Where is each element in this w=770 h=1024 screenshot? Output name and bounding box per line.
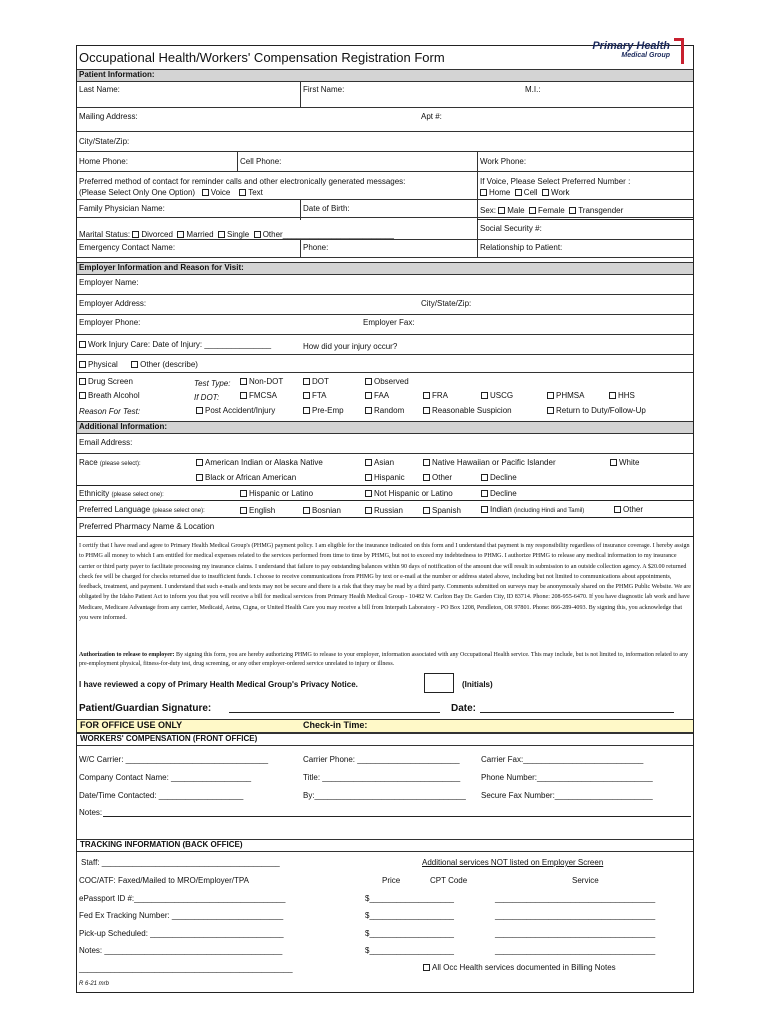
ethnicity-note: (please select one): (111, 492, 164, 498)
signature-line[interactable] (229, 712, 440, 713)
american-indian-label: American Indian or Alaska Native (205, 458, 323, 467)
date-label: Date: (451, 703, 477, 714)
hispanic-race-checkbox[interactable] (365, 474, 372, 481)
asian-option (365, 458, 394, 467)
employer-section-header: Employer Information and Reason for Visit: (77, 262, 693, 275)
decline-ethnicity-label: Decline (490, 489, 517, 498)
tracking-header: TRACKING INFORMATION (BACK OFFICE) (77, 839, 693, 852)
dob-label: Date of Birth: (303, 204, 350, 213)
hispanic-race-option (365, 473, 405, 482)
employer-phone-label: Employer Phone: (79, 318, 141, 327)
bosnian-checkbox[interactable] (303, 507, 310, 514)
hhs-label: HHS (618, 391, 635, 400)
initials-box[interactable] (424, 673, 454, 693)
voice-label: Voice (210, 188, 231, 197)
breath-alcohol-option (79, 391, 140, 400)
other-label: Other_________________________ (262, 230, 394, 239)
divider (300, 200, 301, 220)
email-row (77, 434, 693, 454)
divider (77, 500, 693, 501)
privacy-notice-label: I have reviewed a copy of Primary Health Medical Group's Privacy Notice. (79, 680, 358, 689)
transgender-label: Transgender (578, 206, 624, 215)
uscg-checkbox[interactable] (481, 392, 488, 399)
reasonable-suspicion-checkbox[interactable] (423, 407, 430, 414)
signature-label: Patient/Guardian Signature: (79, 703, 212, 714)
fta-option (303, 391, 327, 400)
price-line-1[interactable]: $___________________ (365, 894, 454, 903)
contact-method-options (79, 188, 263, 197)
work-injury-option (79, 340, 271, 349)
pickup-field[interactable]: Pick-up Scheduled: ______________________________ (79, 929, 284, 938)
divider (300, 82, 301, 108)
notes2-field[interactable]: Notes: ________________________________________ (79, 946, 283, 955)
employer-address-row (77, 295, 693, 315)
fra-label: FRA (432, 391, 448, 400)
language-note: (please select one): (152, 508, 205, 514)
pharmacy-label: Preferred Pharmacy Name & Location (79, 522, 215, 531)
service-header: Service (572, 876, 599, 885)
payment-policy-text: I certify that I have read and agree to Primary Health Medical Group's (PHMG) payment policy. I am eligible for the insurance indicated on this form and I understand that payment is my responsibility regardless of insurance coverage. I hereby assign to PHMG all money to which I am entitled for medical expenses related to the services performed from time to time by PHMG, but not to exceed my indebtedness to PHMG. I authorize PHMG to release any medical information to my insurance carrier or third party payer to facilitate processing my insurance claims. I understand that failure to pay outstanding balances within 90 days of notification of the amount due will result in submission to an outside collection agency. A $20.00 returned check fee will be charged for checks returned due to insufficient funds. I choose to receive communications from PHMG by text or e-mail at the number or address stated above, including but not limited to communications about appointments, feedback, treatment, and payment. I understand that such e-mails and texts may not be secure and there is a risk that they may be read by a third party. Comments submitted on surveys may be anonymously shared on the PHMG Public Website. We are obligated by the Idaho Patient Act to inform you that you will receive a bill for medical services from Primary Health Medical Group - 10482 W. Carlton Bay Dr. Garden City, ID 83714. Phone: 208-955-6470. If you have diagnostic lab work and have Medicare, Medicare Advantage from any carrier, Medicaid, Aetna, Cigna, or United Health Care you may receive a bill from Interpath Laboratory - PO Box 1208, Pendleton, OR 97801. Phone: 866-289-4093. By signing this, you acknowledge that you were informed. (79, 543, 692, 622)
race-label-group (79, 458, 141, 467)
other-race-label: Other (432, 473, 453, 482)
physical-checkbox[interactable] (79, 361, 86, 368)
company-contact-field[interactable]: Company Contact Name: __________________ (79, 773, 252, 782)
white-checkbox[interactable] (610, 459, 617, 466)
divider (300, 240, 301, 258)
notes-line[interactable] (103, 816, 691, 817)
employer-name-row (77, 275, 693, 295)
male-checkbox[interactable] (498, 207, 505, 214)
logo-subtext: Medical Group (621, 52, 670, 59)
pre-emp-option (303, 406, 344, 415)
last-name-label: Last Name: (79, 85, 120, 94)
asian-label: Asian (374, 458, 395, 467)
marital-status-label: Marital Status: (79, 230, 131, 239)
billing-notes-label: All Occ Health services documented in Billing Notes (432, 963, 616, 972)
non-dot-label: Non-DOT (249, 377, 284, 386)
phone-number-field[interactable]: Phone Number:__________________________ (481, 773, 653, 782)
work-phone-label: Work Phone: (480, 157, 527, 166)
native-hawaiian-label: Native Hawaiian or Pacific Islander (432, 458, 556, 467)
female-checkbox[interactable] (529, 207, 536, 214)
family-physician-label: Family Physician Name: (79, 204, 165, 213)
spanish-option (423, 506, 461, 515)
other-describe-label: Other (describe) (140, 360, 198, 369)
married-label: Married (186, 230, 214, 239)
decline-race-label: Decline (490, 473, 517, 482)
not-hispanic-checkbox[interactable] (365, 490, 372, 497)
divider (77, 517, 693, 518)
initials-label: (Initials) (462, 680, 493, 689)
pre-emp-label: Pre-Emp (312, 406, 344, 415)
employer-name-label: Employer Name: (79, 278, 139, 287)
additional-section-header: Additional Information: (77, 421, 693, 434)
bosnian-option (303, 506, 341, 515)
staff-field[interactable]: Staff: ________________________________________ (81, 858, 280, 867)
divorced-label: Divorced (141, 230, 173, 239)
cell-checkbox[interactable] (515, 189, 522, 196)
emergency-phone-label: Phone: (303, 243, 329, 252)
cell-label: Cell (523, 188, 538, 197)
white-label: White (619, 458, 640, 467)
breath-alcohol-label: Breath Alcohol (88, 391, 140, 400)
mailing-row (77, 108, 693, 132)
phmsa-checkbox[interactable] (547, 392, 554, 399)
black-label: Black or African American (205, 473, 297, 482)
fta-label: FTA (312, 391, 327, 400)
language-label-group (79, 505, 205, 514)
price-line-4[interactable]: $___________________ (365, 946, 454, 955)
date-time-contacted-field[interactable]: Date/Time Contacted: ___________________ (79, 791, 244, 800)
dot-label: DOT (312, 377, 329, 386)
divider (477, 240, 478, 258)
faa-label: FAA (374, 391, 390, 400)
contact-method-note: (Please Select Only One Option) (79, 188, 196, 197)
reasonable-suspicion-label: Reasonable Suspicion (432, 406, 512, 415)
non-dot-checkbox[interactable] (240, 378, 247, 385)
english-option (240, 506, 275, 515)
logo-text: Primary Health (592, 40, 670, 52)
hispanic-latino-label: Hispanic or Latino (249, 489, 314, 498)
decline-ethnicity-checkbox[interactable] (481, 490, 488, 497)
city-state-zip-label: City/State/Zip: (79, 137, 130, 146)
post-accident-label: Post Accident/Injury (205, 406, 276, 415)
random-label: Random (374, 406, 405, 415)
fedex-field[interactable]: Fed Ex Tracking Number: _________________________ (79, 911, 284, 920)
random-checkbox[interactable] (365, 407, 372, 414)
authorization-text (79, 651, 691, 669)
spanish-label: Spanish (432, 506, 461, 515)
wc-header: WORKERS' COMPENSATION (FRONT OFFICE) (77, 733, 693, 746)
indian-option (481, 505, 584, 514)
employer-address-label: Employer Address: (79, 299, 147, 308)
race-note: (please select): (99, 461, 141, 467)
native-hawaiian-option (423, 458, 556, 467)
epassport-field[interactable]: ePassport ID #:__________________________________ (79, 894, 286, 903)
hispanic-latino-option (240, 489, 313, 498)
fta-checkbox[interactable] (303, 392, 310, 399)
single-label: Single (226, 230, 250, 239)
drug-screen-label: Drug Screen (88, 377, 133, 386)
ethnicity-label: Ethnicity (79, 489, 110, 498)
post-accident-option (196, 406, 275, 415)
russian-label: Russian (374, 506, 403, 515)
marital-row (77, 218, 693, 240)
faa-checkbox[interactable] (365, 392, 372, 399)
work-checkbox[interactable] (542, 189, 549, 196)
divider (237, 152, 238, 172)
hispanic-latino-checkbox[interactable] (240, 490, 247, 497)
by-field[interactable]: By:__________________________________ (303, 791, 466, 800)
sex-label: Sex: (480, 206, 497, 215)
post-accident-checkbox[interactable] (196, 407, 203, 414)
bosnian-label: Bosnian (312, 506, 341, 515)
relationship-label: Relationship to Patient: (480, 243, 563, 252)
service-line-1[interactable]: ____________________________________ (495, 894, 656, 903)
carrier-fax-field[interactable]: Carrier Fax:___________________________ (481, 755, 644, 764)
fmcsa-checkbox[interactable] (240, 392, 247, 399)
home-checkbox[interactable] (480, 189, 487, 196)
phmsa-label: PHMSA (556, 391, 585, 400)
spanish-checkbox[interactable] (423, 507, 430, 514)
notes-label: Notes: (79, 808, 103, 817)
ssn-label: Social Security #: (480, 224, 542, 233)
first-name-label: First Name: (303, 85, 345, 94)
hhs-checkbox[interactable] (609, 392, 616, 399)
observed-checkbox[interactable] (365, 378, 372, 385)
decline-race-option (481, 473, 517, 482)
hispanic-race-label: Hispanic (374, 473, 405, 482)
language-label: Preferred Language (79, 505, 151, 514)
russian-option (365, 506, 403, 515)
indian-note: (including Hindi and Tamil) (514, 508, 585, 514)
service-line-3[interactable]: ____________________________________ (495, 929, 656, 938)
american-indian-checkbox[interactable] (196, 459, 203, 466)
american-indian-option (196, 458, 323, 467)
other-describe-checkbox[interactable] (131, 361, 138, 368)
ethnicity-label-group (79, 489, 164, 498)
indian-label: Indian (490, 505, 512, 514)
english-checkbox[interactable] (240, 507, 247, 514)
physical-options (79, 360, 198, 369)
emergency-contact-label: Emergency Contact Name: (79, 243, 176, 252)
apt-label: Apt #: (421, 112, 442, 121)
authorization-label: Authorization to release to employer: (79, 652, 175, 658)
race-label: Race (79, 458, 98, 467)
breath-alcohol-checkbox[interactable] (79, 392, 86, 399)
secure-fax-field[interactable]: Secure Fax Number:______________________ (481, 791, 653, 800)
price-header: Price (382, 876, 401, 885)
checkin-time-label: Check-in Time: (303, 720, 368, 730)
sex-options (480, 206, 623, 215)
russian-checkbox[interactable] (365, 507, 372, 514)
office-use-label: FOR OFFICE USE ONLY (80, 720, 183, 730)
logo-mark-icon (674, 38, 684, 64)
non-dot-option (240, 377, 283, 386)
employer-city-label: City/State/Zip: (421, 299, 472, 308)
fmcsa-label: FMCSA (249, 391, 277, 400)
cpt-code-header: CPT Code (430, 876, 468, 885)
observed-label: Observed (374, 377, 409, 386)
work-injury-label: Work Injury Care: Date of Injury: _______________ (88, 340, 272, 349)
home-label: Home (489, 188, 511, 197)
patient-section-header: Patient Information: (77, 69, 693, 82)
work-injury-checkbox[interactable] (79, 341, 86, 348)
native-hawaiian-checkbox[interactable] (423, 459, 430, 466)
mailing-address-label: Mailing Address: (79, 112, 138, 121)
company-logo (560, 34, 692, 66)
reasonable-suspicion-option (423, 406, 512, 415)
return-to-duty-checkbox[interactable] (547, 407, 554, 414)
price-line-3[interactable]: $___________________ (365, 929, 454, 938)
contact-method-label: Preferred method of contact for reminder calls and other electronically generated messages: (79, 177, 406, 186)
if-voice-label: If Voice, Please Select Preferred Number : (480, 177, 631, 186)
date-line[interactable] (480, 712, 674, 713)
name-row (77, 82, 693, 108)
preferred-number-options (480, 188, 570, 197)
male-label: Male (507, 206, 525, 215)
dot-option (303, 377, 329, 386)
notes2-extra-line[interactable]: ________________________________________________ (79, 964, 293, 973)
other-race-option (423, 473, 452, 482)
text-checkbox[interactable] (239, 189, 246, 196)
observed-option (365, 377, 409, 386)
email-label: Email Address: (79, 438, 133, 447)
voice-checkbox[interactable] (202, 189, 209, 196)
transgender-checkbox[interactable] (569, 207, 576, 214)
office-use-header (77, 719, 693, 733)
asian-checkbox[interactable] (365, 459, 372, 466)
not-hispanic-label: Not Hispanic or Latino (374, 489, 453, 498)
title-field[interactable]: Title: _______________________________ (303, 773, 461, 782)
decline-race-checkbox[interactable] (481, 474, 488, 481)
mi-label: M.I.: (525, 85, 541, 94)
additional-services-label: Additional services NOT listed on Employer Screen (422, 858, 604, 867)
other-race-checkbox[interactable] (423, 474, 430, 481)
form-title: Occupational Health/Workers' Compensation Registration Form (79, 50, 445, 65)
decline-ethnicity-option (481, 489, 517, 498)
other-language-label: Other (623, 505, 644, 514)
return-to-duty-option (547, 406, 646, 415)
how-injury-label: How did your injury occur? (303, 342, 398, 351)
price-line-2[interactable]: $___________________ (365, 911, 454, 920)
authorization-body: By signing this form, you are hereby authorizing PHMG to release to your employer, information associated with any Occupational Health service. This may include, but is not limited to, information related to any pre-employment physical, fitness-for-duty test, drug screening, or any other employer-ordered service unrelated to injury or illness. (79, 652, 689, 667)
dot-checkbox[interactable] (303, 378, 310, 385)
phone-row (77, 152, 693, 172)
phmsa-option (547, 391, 584, 400)
wc-carrier-field[interactable]: W/C Carrier: ________________________________ (79, 755, 269, 764)
divider (77, 485, 693, 486)
hhs-option (609, 391, 635, 400)
uscg-label: USCG (490, 391, 514, 400)
divider (77, 536, 693, 537)
faa-option (365, 391, 389, 400)
pre-emp-checkbox[interactable] (303, 407, 310, 414)
black-checkbox[interactable] (196, 474, 203, 481)
carrier-phone-field[interactable]: Carrier Phone: _______________________ (303, 755, 460, 764)
service-line-2[interactable]: ____________________________________ (495, 911, 656, 920)
billing-notes-checkbox[interactable] (423, 964, 430, 971)
billing-notes-option (423, 963, 616, 972)
other-language-checkbox[interactable] (614, 506, 621, 513)
cell-phone-label: Cell Phone: (240, 157, 282, 166)
drug-screen-checkbox[interactable] (79, 378, 86, 385)
text-label: Text (248, 188, 263, 197)
coc-label: COC/ATF: Faxed/Mailed to MRO/Employer/TPA (79, 876, 249, 885)
physical-label: Physical (88, 360, 118, 369)
fra-checkbox[interactable] (423, 392, 430, 399)
other-language-option (614, 505, 643, 514)
return-to-duty-label: Return to Duty/Follow-Up (556, 406, 646, 415)
employer-fax-label: Employer Fax: (363, 318, 415, 327)
service-line-4[interactable]: ____________________________________ (495, 946, 656, 955)
test-type-label: Test Type: (194, 379, 231, 388)
english-label: English (249, 506, 276, 515)
fmcsa-option (240, 391, 277, 400)
reason-for-test-label: Reason For Test: (79, 407, 141, 416)
uscg-option (481, 391, 513, 400)
white-option (610, 458, 639, 467)
black-option (196, 473, 296, 482)
city-row (77, 132, 693, 152)
footer-code: R 6-21 mrb (79, 981, 110, 987)
female-label: Female (538, 206, 565, 215)
home-phone-label: Home Phone: (79, 157, 128, 166)
drug-screen-option (79, 377, 133, 386)
if-dot-label: If DOT: (194, 393, 220, 402)
work-label: Work (551, 188, 570, 197)
fra-option (423, 391, 448, 400)
random-option (365, 406, 404, 415)
indian-checkbox[interactable] (481, 506, 488, 513)
not-hispanic-option (365, 489, 453, 498)
